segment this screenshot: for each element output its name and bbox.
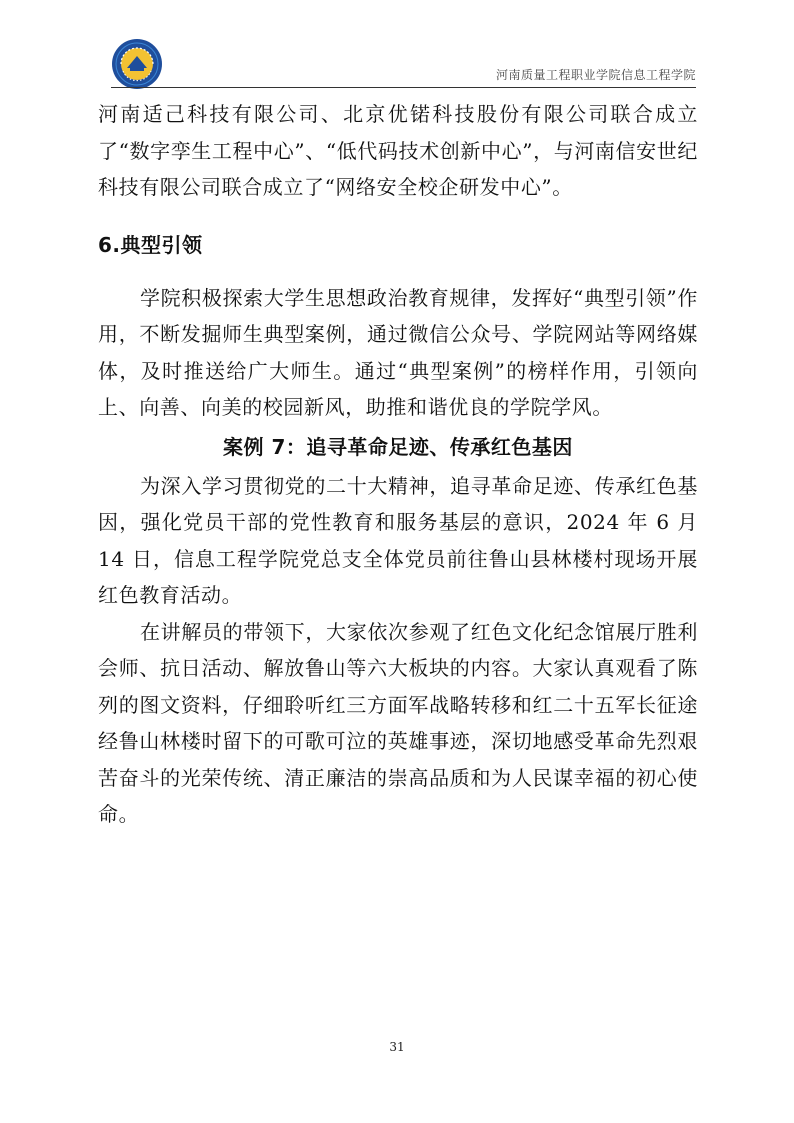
main-content bbox=[98, 96, 698, 833]
intro-paragraph: 河南适己科技有限公司、北京优锘科技股份有限公司联合成立了“数字孪生工程中心”、“低代码技术创新中心”，与河南信安世纪科技有限公司联合成立了“网络安全校企研发中心”。 bbox=[98, 102, 698, 199]
case-title: 案例 7：追寻革命足迹、传承红色基因 bbox=[223, 434, 573, 459]
header-institution: 河南质量工程职业学院信息工程学院 bbox=[495, 68, 696, 82]
college-seal-icon bbox=[111, 38, 163, 90]
header-divider bbox=[111, 87, 696, 88]
page-number: 31 bbox=[389, 1040, 405, 1054]
case-paragraph-1: 为深入学习贯彻党的二十大精神，追寻革命足迹、传承红色基因，强化党员干部的党性教育和服务基层的意识，2024 年 6 月 14 日，信息工程学院党总支全体党员前往鲁山县林楼村现场开展红色教育活动。 bbox=[98, 473, 698, 607]
case-paragraph-2: 在讲解员的带领下，大家依次参观了红色文化纪念馆展厅胜利会师、抗日活动、解放鲁山等六大板块的内容。大家认真观看了陈列的图文资料，仔细聆听红三方面军战略转移和红二十五军长征途经鲁山林楼时留下的可歌可泣的英雄事迹，深切地感受革命先烈艰苦奋斗的光荣传统、清正廉洁的崇高品质和为人民谋幸福的初心使命。 bbox=[98, 619, 698, 826]
section-heading: 6.典型引领 bbox=[98, 232, 203, 257]
section-paragraph: 学院积极探索大学生思想政治教育规律，发挥好“典型引领”作用，不断发掘师生典型案例，通过微信公众号、学院网站等网络媒体，及时推送给广大师生。通过“典型案例”的榜样作用，引领向上、向善、向美的校园新风，助推和谐优良的学院学风。 bbox=[98, 285, 698, 419]
